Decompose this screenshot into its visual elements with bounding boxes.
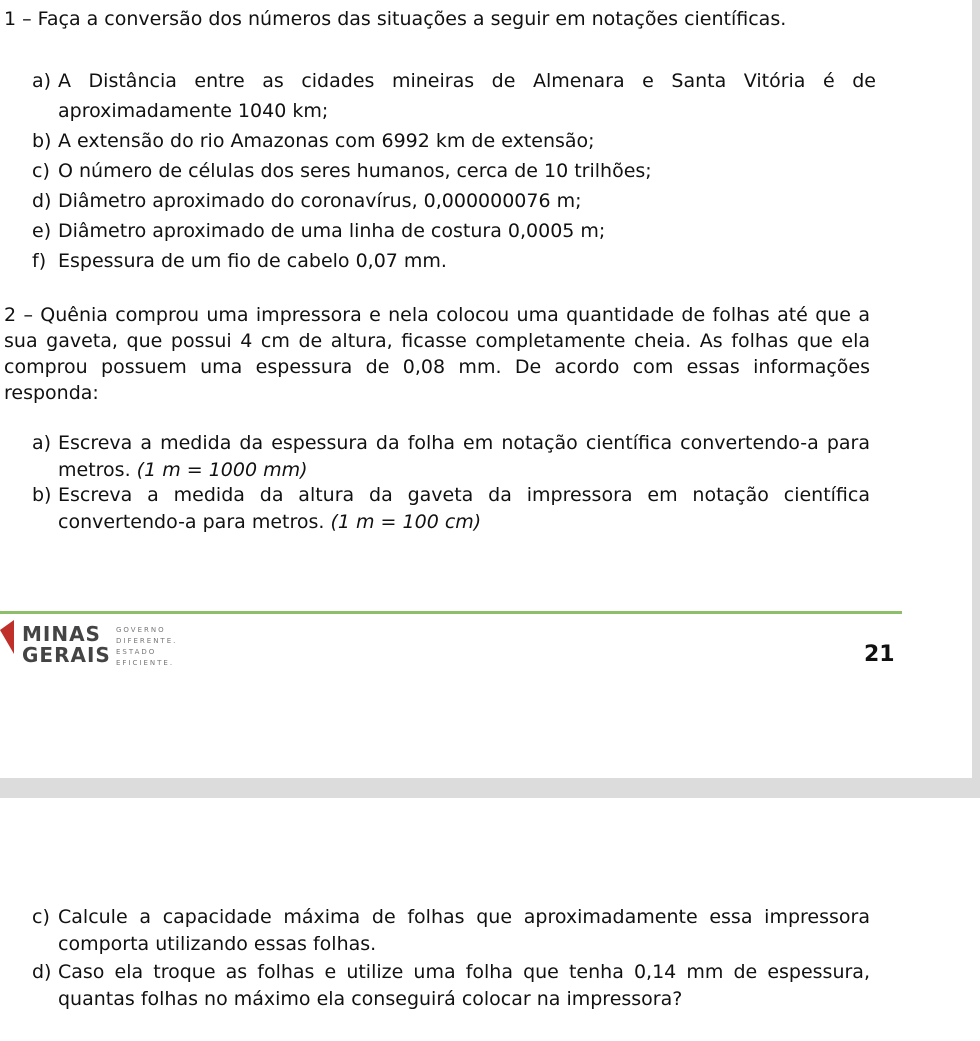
- document-page-2: [0, 798, 980, 1041]
- q2-item-d-line2: quantas folhas no máximo ela conseguirá colocar na impressora?: [58, 988, 683, 1010]
- q1-item-d-text: Diâmetro aproximado do coronavírus, 0,000000076 m;: [58, 190, 582, 212]
- page-edge-shadow: [972, 0, 980, 778]
- q2-line1: 2 – Quênia comprou uma impressora e nela colocou uma quantidade de folhas até que a: [4, 304, 870, 326]
- q1-item-e-text: Diâmetro aproximado de uma linha de costura 0,0005 m;: [58, 220, 606, 242]
- q2-item-a-line2: [58, 456, 308, 484]
- q1-item-a-line2: aproximadamente 1040 km;: [58, 100, 329, 122]
- q1-item-c-label: c): [32, 160, 50, 182]
- page-separator: [0, 778, 980, 798]
- logo-minas-text: MINAS: [22, 622, 101, 646]
- logo-tag-diferente: DIFERENTE.: [116, 637, 178, 645]
- q1-item-e-label: e): [32, 220, 52, 242]
- q2-item-b-line2: [58, 508, 481, 536]
- q1-item-b-label: b): [32, 130, 52, 152]
- q2-line4: responda:: [4, 382, 99, 404]
- q2-item-a-label: a): [32, 432, 52, 454]
- q1-item-f-label: f): [32, 250, 47, 272]
- q2-item-a-line2-text: metros.: [58, 459, 131, 481]
- q1-item-a-label: a): [32, 70, 52, 92]
- q2-line3: comprou possuem uma espessura de 0,08 mm. De acordo com essas informações: [4, 356, 870, 378]
- q2-item-b-line2-text: convertendo-a para metros.: [58, 511, 325, 533]
- q2-item-b-label: b): [32, 484, 52, 506]
- logo-tag-eficiente: EFICIENTE.: [116, 659, 175, 667]
- q2-item-b-line1: Escreva a medida da altura da gaveta da impressora em notação científica: [58, 484, 870, 506]
- minas-gerais-logo-mark-icon: [0, 620, 14, 654]
- q2-item-c-label: c): [32, 906, 50, 928]
- q1-item-d-label: d): [32, 190, 52, 212]
- q2-item-c-line1: Calcule a capacidade máxima de folhas que aproximadamente essa impressora: [58, 906, 870, 928]
- q2-item-b-conversion: (1 m = 100 cm): [330, 511, 482, 533]
- q2-item-c-line2: comporta utilizando essas folhas.: [58, 933, 377, 955]
- q1-item-c-text: O número de células dos seres humanos, cerca de 10 trilhões;: [58, 160, 652, 182]
- q1-item-f-text: Espessura de um fio de cabelo 0,07 mm.: [58, 250, 447, 272]
- logo-tag-estado: ESTADO: [116, 648, 157, 656]
- question-1-heading: 1 – Faça a conversão dos números das situações a seguir em notações científicas.: [4, 8, 787, 30]
- footer-divider: [0, 611, 902, 614]
- logo-gerais-text: GERAIS: [22, 643, 111, 667]
- q1-item-b-text: A extensão do rio Amazonas com 6992 km de extensão;: [58, 130, 595, 152]
- q1-item-a-line1: A Distância entre as cidades mineiras de Almenara e Santa Vitória é de: [58, 70, 876, 92]
- q2-item-d-line1: Caso ela troque as folhas e utilize uma folha que tenha 0,14 mm de espessura,: [58, 961, 870, 983]
- q2-item-a-conversion: (1 m = 1000 mm): [136, 459, 308, 481]
- q2-item-d-label: d): [32, 961, 52, 983]
- page-number: 21: [864, 642, 895, 667]
- q2-line2: sua gaveta, que possui 4 cm de altura, ficasse completamente cheia. As folhas que ela: [4, 330, 870, 352]
- q2-item-a-line1: Escreva a medida da espessura da folha em notação científica convertendo-a para: [58, 432, 870, 454]
- logo-tag-governo: GOVERNO: [116, 626, 166, 634]
